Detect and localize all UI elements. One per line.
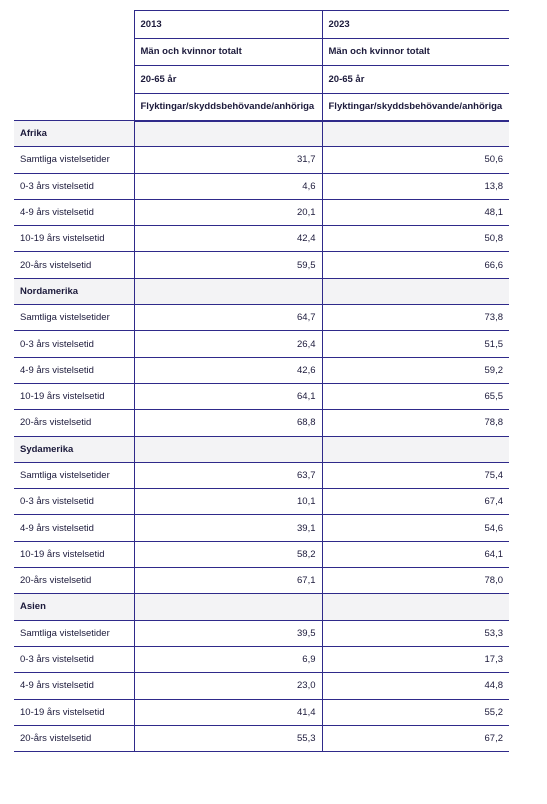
value-2013: 20,1 [134, 199, 322, 225]
region-empty-cell [134, 594, 322, 620]
value-2013: 63,7 [134, 462, 322, 488]
value-2023: 75,4 [322, 462, 509, 488]
row-label: 4-9 års vistelsetid [14, 673, 134, 699]
value-2013: 31,7 [134, 147, 322, 173]
table-row [14, 699, 509, 725]
table-body [14, 11, 509, 752]
value-2023: 50,6 [322, 147, 509, 173]
row-label: 0-3 års vistelsetid [14, 331, 134, 357]
region-empty-cell [134, 436, 322, 462]
region-row [14, 594, 509, 620]
table-row [14, 646, 509, 672]
region-row [14, 278, 509, 304]
value-2023: 50,8 [322, 226, 509, 252]
region-empty-cell [134, 121, 322, 147]
table-row [14, 331, 509, 357]
region-row [14, 436, 509, 462]
region-empty-cell [322, 594, 509, 620]
region-name: Asien [14, 594, 134, 620]
table-row [14, 725, 509, 751]
row-label: Samtliga vistelsetider [14, 305, 134, 331]
value-2013: 23,0 [134, 673, 322, 699]
row-label: Samtliga vistelsetider [14, 462, 134, 488]
region-empty-cell [322, 436, 509, 462]
row-label: Samtliga vistelsetider [14, 147, 134, 173]
row-label: 20-års vistelsetid [14, 725, 134, 751]
value-2023: 78,0 [322, 568, 509, 594]
value-2023: 51,5 [322, 331, 509, 357]
table-row [14, 568, 509, 594]
table-row [14, 410, 509, 436]
region-empty-cell [322, 278, 509, 304]
region-name: Nordamerika [14, 278, 134, 304]
value-2023: 67,2 [322, 725, 509, 751]
row-label: 0-3 års vistelsetid [14, 646, 134, 672]
value-2013: 42,6 [134, 357, 322, 383]
header-corner [14, 11, 134, 121]
value-2023: 53,3 [322, 620, 509, 646]
row-label: 10-19 års vistelsetid [14, 699, 134, 725]
region-empty-cell [322, 121, 509, 147]
header-year-2013: 2013 [134, 11, 322, 39]
table-row [14, 489, 509, 515]
row-label: 10-19 års vistelsetid [14, 383, 134, 409]
row-label: 0-3 års vistelsetid [14, 173, 134, 199]
table-row [14, 252, 509, 278]
value-2023: 48,1 [322, 199, 509, 225]
row-label: 4-9 års vistelsetid [14, 357, 134, 383]
header-row-year [14, 11, 509, 39]
header-age-2013: 20-65 år [134, 66, 322, 94]
value-2023: 73,8 [322, 305, 509, 331]
region-name: Afrika [14, 121, 134, 147]
header-group-2013: Flyktingar/skyddsbehövande/anhöriga [134, 93, 322, 121]
value-2013: 55,3 [134, 725, 322, 751]
table-row [14, 462, 509, 488]
header-age-2023: 20-65 år [322, 66, 509, 94]
value-2013: 58,2 [134, 541, 322, 567]
row-label: 10-19 års vistelsetid [14, 226, 134, 252]
table-row [14, 173, 509, 199]
value-2023: 65,5 [322, 383, 509, 409]
table-row [14, 515, 509, 541]
value-2023: 59,2 [322, 357, 509, 383]
region-empty-cell [134, 278, 322, 304]
value-2013: 41,4 [134, 699, 322, 725]
header-gender-2023: Män och kvinnor totalt [322, 38, 509, 66]
table-row [14, 226, 509, 252]
table-row [14, 673, 509, 699]
value-2023: 44,8 [322, 673, 509, 699]
table-row [14, 541, 509, 567]
row-label: 0-3 års vistelsetid [14, 489, 134, 515]
value-2013: 68,8 [134, 410, 322, 436]
table-row [14, 147, 509, 173]
value-2013: 26,4 [134, 331, 322, 357]
value-2023: 66,6 [322, 252, 509, 278]
value-2023: 13,8 [322, 173, 509, 199]
row-label: 20-års vistelsetid [14, 252, 134, 278]
table-row [14, 383, 509, 409]
row-label: Samtliga vistelsetider [14, 620, 134, 646]
value-2013: 64,7 [134, 305, 322, 331]
value-2013: 64,1 [134, 383, 322, 409]
table-row [14, 305, 509, 331]
value-2023: 17,3 [322, 646, 509, 672]
value-2023: 67,4 [322, 489, 509, 515]
value-2013: 67,1 [134, 568, 322, 594]
table-row [14, 620, 509, 646]
value-2013: 42,4 [134, 226, 322, 252]
header-group-2023: Flyktingar/skyddsbehövande/anhöriga [322, 93, 509, 121]
row-label: 20-års vistelsetid [14, 568, 134, 594]
value-2013: 10,1 [134, 489, 322, 515]
row-label: 20-års vistelsetid [14, 410, 134, 436]
region-row [14, 121, 509, 147]
row-label: 4-9 års vistelsetid [14, 199, 134, 225]
value-2013: 4,6 [134, 173, 322, 199]
value-2023: 78,8 [322, 410, 509, 436]
value-2013: 39,5 [134, 620, 322, 646]
table-row [14, 357, 509, 383]
header-gender-2013: Män och kvinnor totalt [134, 38, 322, 66]
table-row [14, 199, 509, 225]
region-name: Sydamerika [14, 436, 134, 462]
value-2013: 39,1 [134, 515, 322, 541]
value-2013: 59,5 [134, 252, 322, 278]
header-year-2023: 2023 [322, 11, 509, 39]
value-2023: 55,2 [322, 699, 509, 725]
row-label: 4-9 års vistelsetid [14, 515, 134, 541]
statistics-table [14, 10, 509, 752]
value-2023: 64,1 [322, 541, 509, 567]
row-label: 10-19 års vistelsetid [14, 541, 134, 567]
value-2023: 54,6 [322, 515, 509, 541]
value-2013: 6,9 [134, 646, 322, 672]
